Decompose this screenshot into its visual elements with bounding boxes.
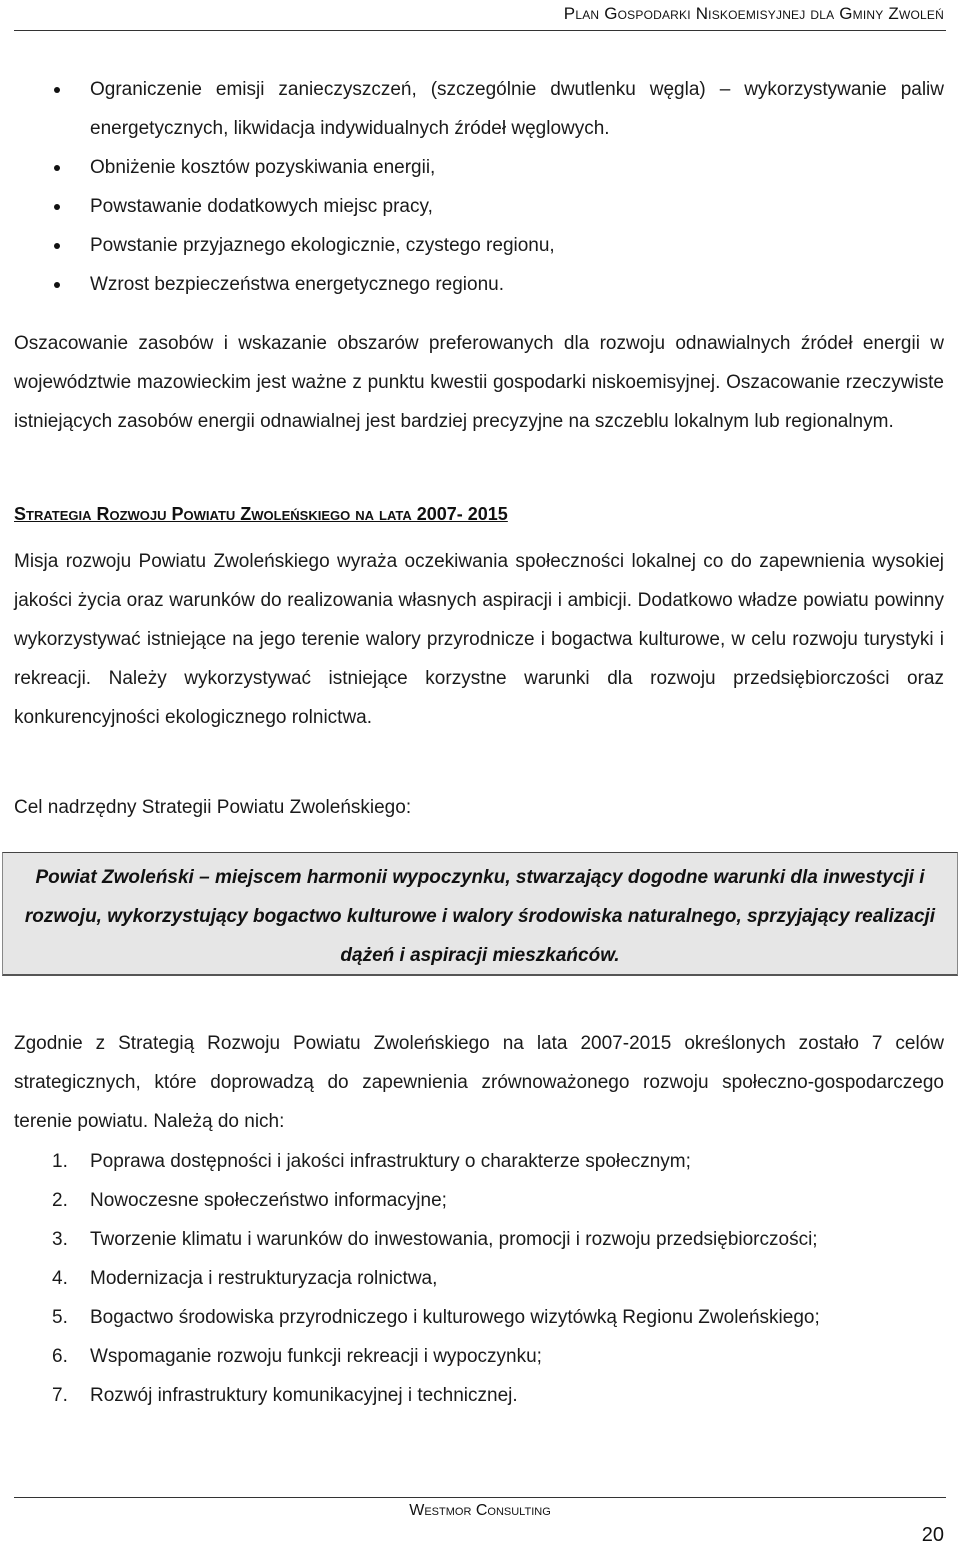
paragraph-main-goal: Cel nadrzędny Strategii Powiatu Zwoleńskiego: [14, 797, 412, 818]
paragraph-resources: Oszacowanie zasobów i wskazanie obszarów preferowanych dla rozwoju odnawialnych źródeł energii w województwie mazowieckim jest ważne z punktu kwestii gospodarki niskoemisyjnej. Oszacowanie rzeczywiste istniejących zasobów energii odnawialnej jest bardziej precyzyjne na szczeblu lokalnym lub regionalnym. [14, 333, 944, 432]
list-number: 3. [52, 1229, 68, 1250]
list-item [14, 1142, 944, 1181]
list-item-text: Rozwój infrastruktury komunikacyjnej i technicznej. [90, 1385, 518, 1406]
list-number: 5. [52, 1307, 68, 1328]
paragraph-goals-intro: Zgodnie z Strategią Rozwoju Powiatu Zwoleńskiego na lata 2007-2015 określonych zostało 7 celów strategicznych, które doprowadzą do zapewnienia zrównoważonego rozwoju społeczno-gospodarczego terenie powiatu. Należą do nich: [14, 1033, 944, 1132]
list-item [14, 1259, 944, 1298]
list-item-text: Poprawa dostępności i jakości infrastruktury o charakterze społecznym; [90, 1151, 691, 1172]
document-header: Plan Gospodarki Niskoemisyjnej dla Gminy Zwoleń [563, 4, 944, 23]
list-item: Powstanie przyjaznego ekologicznie, czystego regionu, [14, 226, 944, 265]
list-number: 2. [52, 1190, 68, 1211]
list-item [14, 1220, 944, 1259]
list-item [14, 1181, 944, 1220]
section-heading: Strategia Rozwoju Powiatu Zwoleńskiego na lata 2007- 2015 [14, 504, 508, 524]
header-rule [14, 30, 946, 31]
footer-rule [14, 1497, 946, 1498]
list-item-text: Bogactwo środowiska przyrodniczego i kulturowego wizytówką Regionu Zwoleńskiego; [90, 1307, 820, 1328]
footer-company: Westmor Consulting [409, 1502, 551, 1519]
list-item: Powstawanie dodatkowych miejsc pracy, [14, 187, 944, 226]
strategic-goals-list [14, 1142, 944, 1415]
list-item: Wzrost bezpieczeństwa energetycznego regionu. [14, 265, 944, 304]
list-item: Ograniczenie emisji zanieczyszczeń, (szczególnie dwutlenku węgla) – wykorzystywanie paliw energetycznych, likwidacja indywidualnych źródeł węglowych. [14, 70, 944, 148]
list-number: 7. [52, 1385, 68, 1406]
list-number: 1. [52, 1151, 68, 1172]
mission-statement-box [2, 852, 958, 976]
list-item-text: Wspomaganie rozwoju funkcji rekreacji i wypoczynku; [90, 1346, 542, 1367]
list-item-text: Tworzenie klimatu i warunków do inwestowania, promocji i rozwoju przedsiębiorczości; [90, 1229, 818, 1250]
mission-statement: Powiat Zwoleński – miejscem harmonii wypoczynku, stwarzający dogodne warunki dla inwestycji i rozwoju, wykorzystujący bogactwo kulturowe i walory środowiska naturalnego, sprzyjający realizacji dążeń i aspiracji mieszkańców. [24, 867, 936, 966]
list-item [14, 1298, 944, 1337]
paragraph-mission: Misja rozwoju Powiatu Zwoleńskiego wyraża oczekiwania społeczności lokalnej co do zapewnienia wysokiej jakości życia oraz warunków do realizowania własnych aspiracji i ambicji. Dodatkowo władze powiatu powinny wykorzystywać istniejące na jego terenie walory przyrodnicze i bogactwa kulturowe, w celu rozwoju turystyki i rekreacji. Należy wykorzystywać istniejące korzystne warunki dla rozwoju przedsiębiorczości oraz konkurencyjności ekologicznego rolnictwa. [14, 551, 944, 728]
list-item: Obniżenie kosztów pozyskiwania energii, [14, 148, 944, 187]
list-item [14, 1337, 944, 1376]
page-number: 20 [921, 1524, 944, 1546]
list-number: 4. [52, 1268, 68, 1289]
list-item-text: Nowoczesne społeczeństwo informacyjne; [90, 1190, 447, 1211]
list-number: 6. [52, 1346, 68, 1367]
list-item [14, 1376, 944, 1415]
list-item-text: Modernizacja i restrukturyzacja rolnictwa, [90, 1268, 438, 1289]
benefits-list [14, 70, 944, 304]
